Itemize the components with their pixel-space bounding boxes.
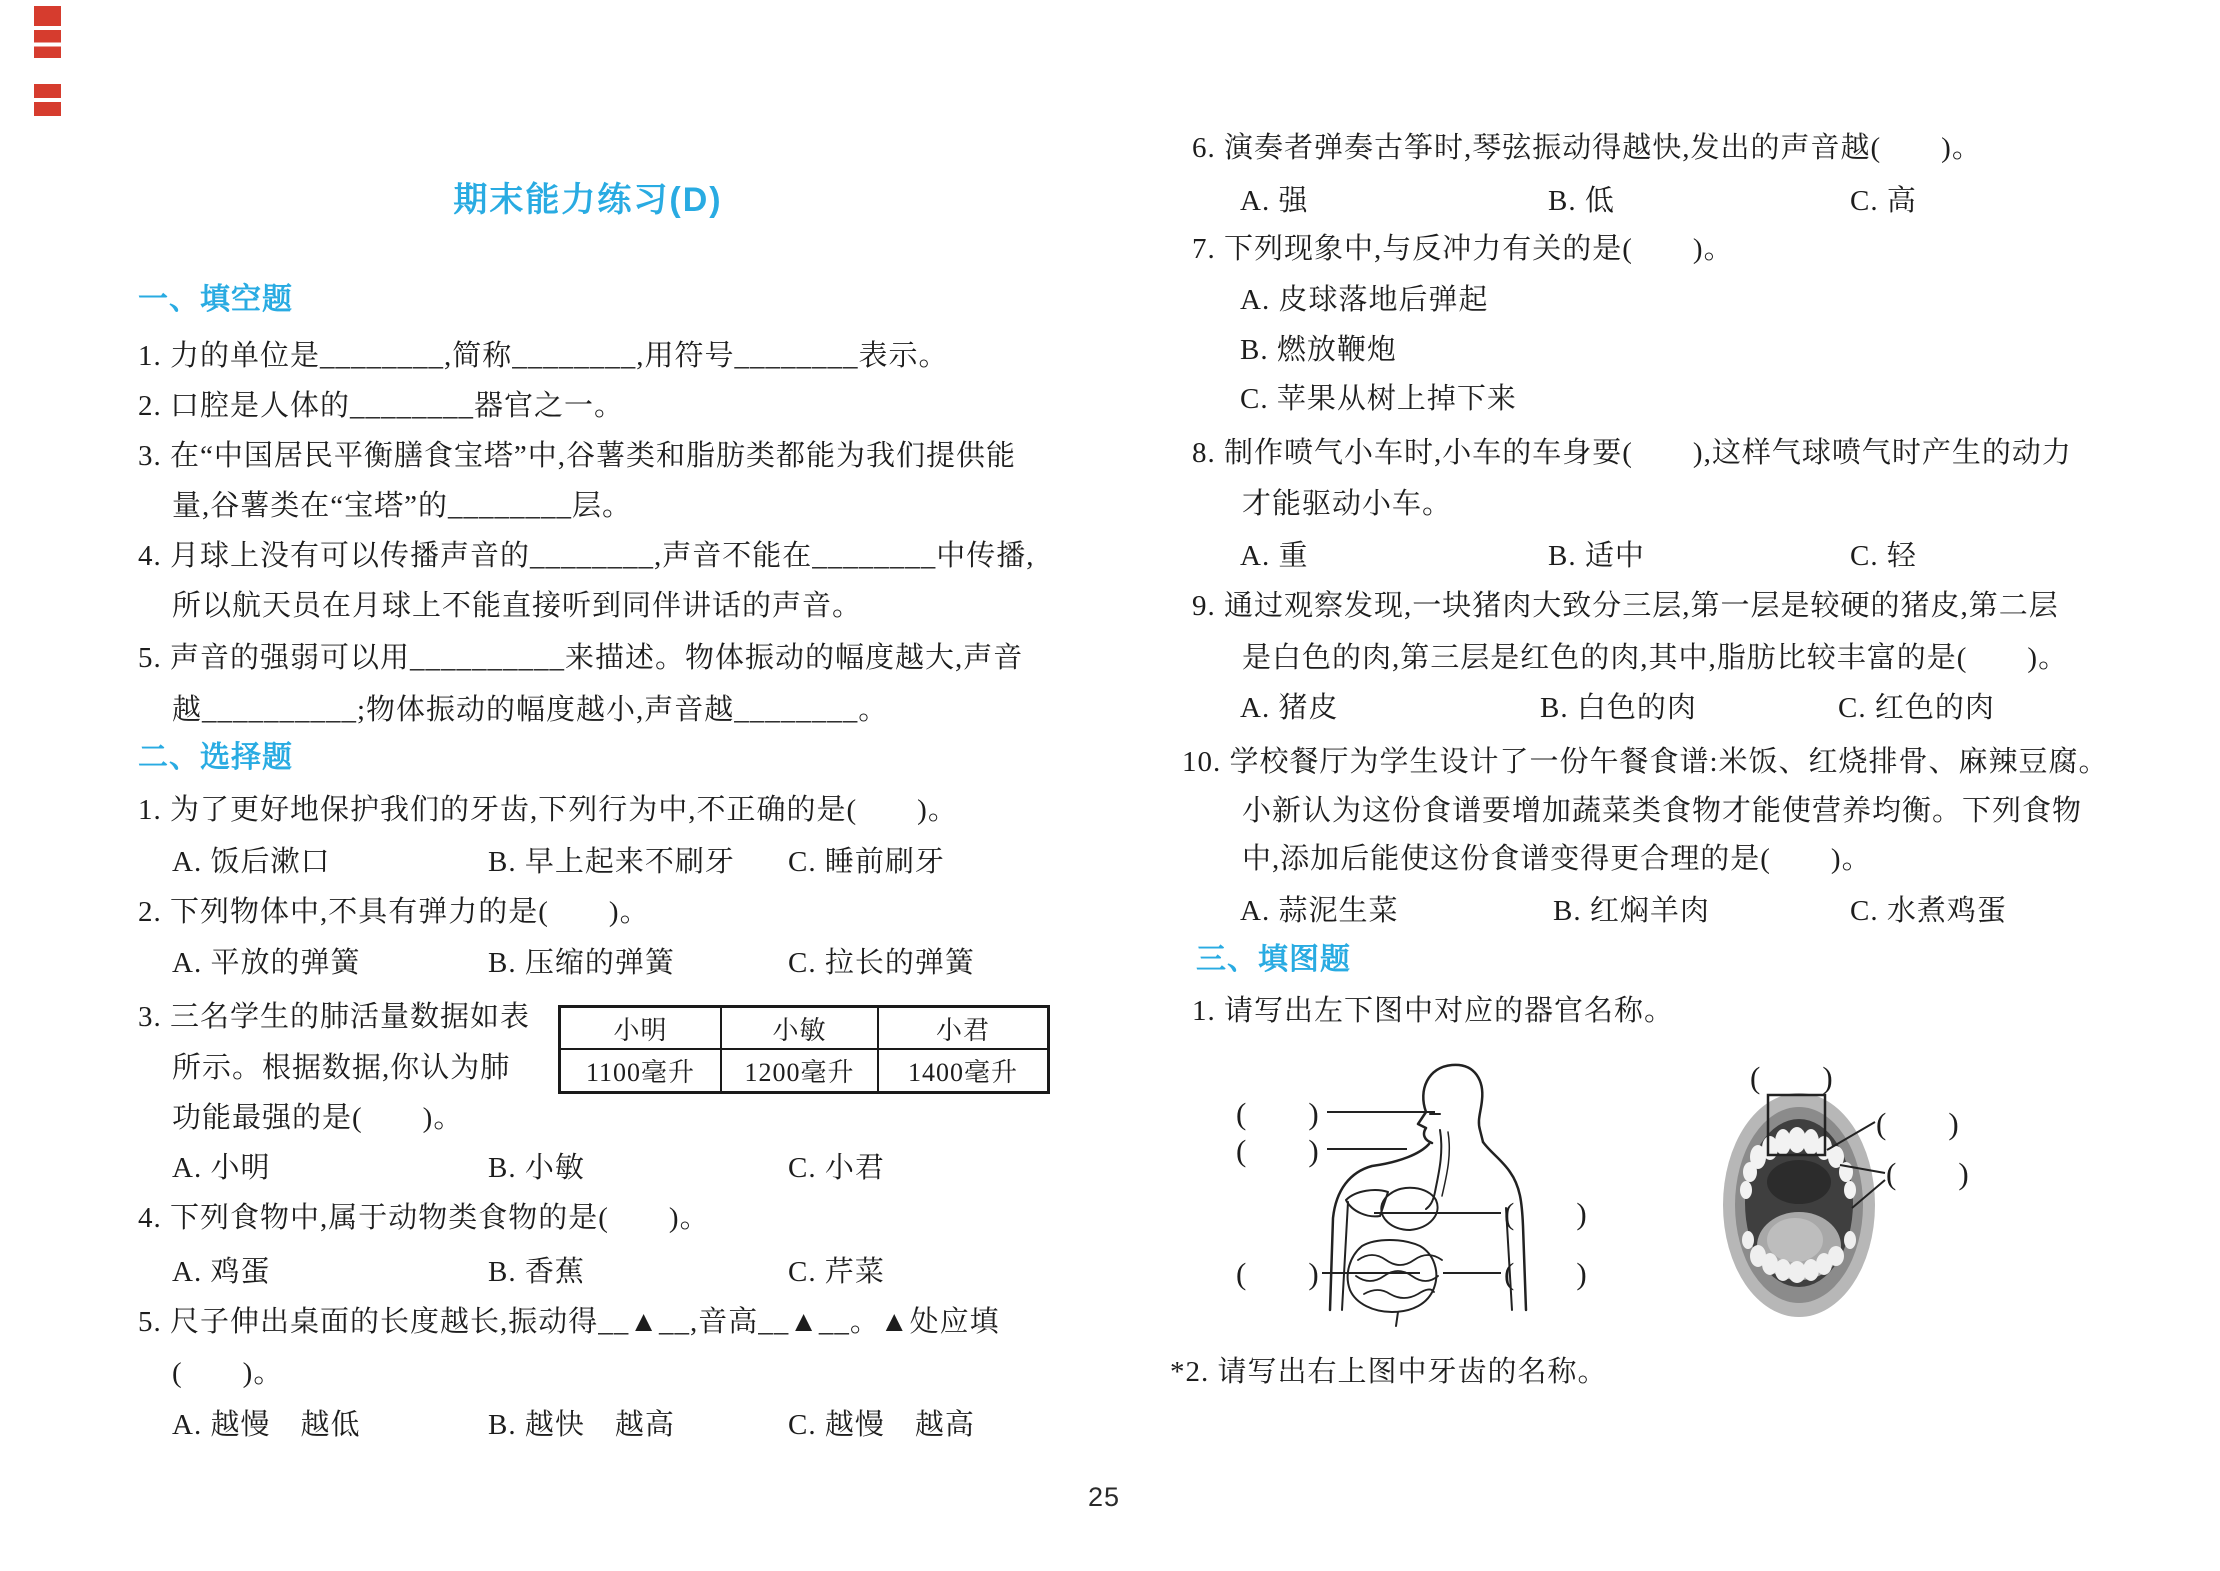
diagram-item-2: *2. 请写出右上图中牙齿的名称。 <box>1170 1356 1608 1388</box>
q6-option-b: B. 低 <box>1548 185 1615 217</box>
q10-option-c: C. 水煮鸡蛋 <box>1850 895 2007 927</box>
q3-option-c: C. 小君 <box>788 1152 885 1184</box>
section-2-heading: 二、选择题 <box>138 741 293 774</box>
q2-option-c: C. 拉长的弹簧 <box>788 947 975 979</box>
lung-capacity-table <box>558 1005 1050 1094</box>
diagram-item-1: 1. 请写出左下图中对应的器官名称。 <box>1192 995 1675 1027</box>
q2-option-a: A. 平放的弹簧 <box>172 947 361 979</box>
q3-option-b: B. 小敏 <box>488 1152 585 1184</box>
q2-stem: 2. 下列物体中,不具有弹力的是( )。 <box>138 896 650 928</box>
q5-stem-line-2: ( )。 <box>172 1357 284 1389</box>
table-header-cell: 小敏 <box>721 1007 878 1050</box>
q4-option-b: B. 香蕉 <box>488 1256 585 1288</box>
table-header-cell: 小君 <box>878 1007 1049 1050</box>
q9-option-a: A. 猪皮 <box>1240 692 1339 724</box>
section-3-heading: 三、填图题 <box>1196 943 1351 976</box>
q7-option-b: B. 燃放鞭炮 <box>1240 334 1397 366</box>
q1-stem: 1. 为了更好地保护我们的牙齿,下列行为中,不正确的是( )。 <box>138 794 958 826</box>
q4-option-a: A. 鸡蛋 <box>172 1256 271 1288</box>
organ-blank-esophagus: ( ) <box>1236 1133 1319 1168</box>
q8-option-c: C. 轻 <box>1850 540 1917 572</box>
face-profile <box>1418 1112 1432 1143</box>
q3-stem-line-1: 3. 三名学生的肺活量数据如表 <box>138 1001 531 1033</box>
q6-stem: 6. 演奏者弹奏古筝时,琴弦振动得越快,发出的声音越( )。 <box>1192 132 1982 164</box>
red-stamp-mark <box>34 84 61 116</box>
stomach <box>1381 1188 1437 1230</box>
table-value-row <box>560 1049 1049 1093</box>
q5-option-c: C. 越慢 越高 <box>788 1409 975 1441</box>
fill-item-2: 2. 口腔是人体的________器官之一。 <box>138 390 625 422</box>
q1-option-c: C. 睡前刷牙 <box>788 846 945 878</box>
q5-option-a: A. 越慢 越低 <box>172 1409 361 1441</box>
q4-option-c: C. 芹菜 <box>788 1256 885 1288</box>
q8-option-b: B. 适中 <box>1548 540 1645 572</box>
organ-blank-mouth: ( ) <box>1236 1096 1319 1131</box>
esophagus-2 <box>1442 1132 1449 1196</box>
q3-stem-line-3: 功能最强的是( )。 <box>172 1102 464 1134</box>
fill-item-4-line-2: 所以航天员在月球上不能直接听到同伴讲话的声音。 <box>172 590 863 622</box>
fill-item-3-line-1: 3. 在“中国居民平衡膳食宝塔”中,谷薯类和脂肪类都能为我们提供能 <box>138 440 1016 472</box>
q5-option-b: B. 越快 越高 <box>488 1409 675 1441</box>
q7-stem: 7. 下列现象中,与反冲力有关的是( )。 <box>1192 233 1734 265</box>
q9-stem-line-2: 是白色的肉,第三层是红色的肉,其中,脂肪比较丰富的是( )。 <box>1242 642 2069 674</box>
q9-option-c: C. 红色的肉 <box>1838 692 1995 724</box>
palate-shadow <box>1767 1160 1831 1204</box>
page-number: 25 <box>1088 1482 1121 1512</box>
table-value-cell: 1200毫升 <box>721 1049 878 1093</box>
organ-blank-intestine-right: ( ) <box>1504 1256 1587 1291</box>
fill-item-5-line-1: 5. 声音的强弱可以用__________来描述。物体振动的幅度越大,声音 <box>138 642 1024 674</box>
q10-stem-line-1: 10. 学校餐厅为学生设计了一份午餐食谱:米饭、红烧排骨、麻辣豆腐。 <box>1182 746 2109 778</box>
tooth-blank-incisor: ( ) <box>1750 1060 1833 1095</box>
q8-option-a: A. 重 <box>1240 540 1309 572</box>
table-header-cell: 小明 <box>560 1007 722 1050</box>
fill-item-5-line-2: 越__________;物体振动的幅度越小,声音越________。 <box>172 694 889 726</box>
q10-stem-line-3: 中,添加后能使这份食谱变得更合理的是( )。 <box>1242 843 1872 875</box>
q3-stem-line-2: 所示。根据数据,你认为肺 <box>172 1052 511 1084</box>
q6-option-a: A. 强 <box>1240 185 1309 217</box>
tongue-highlight <box>1767 1218 1823 1262</box>
fill-item-4-line-1: 4. 月球上没有可以传播声音的________,声音不能在________中传播, <box>138 540 1035 572</box>
organ-blank-stomach: ( ) <box>1504 1196 1587 1231</box>
left-arm-line <box>1342 1202 1348 1310</box>
q8-stem-line-1: 8. 制作喷气小车时,小车的车身要( ),这样气球喷气时产生的动力 <box>1192 437 2072 469</box>
tooth-blank-canine: ( ) <box>1876 1106 1959 1141</box>
q10-stem-line-2: 小新认为这份食谱要增加蔬菜类食物才能使营养均衡。下列食物 <box>1242 795 2083 827</box>
section-1-heading: 一、填空题 <box>138 283 293 316</box>
q3-option-a: A. 小明 <box>172 1152 271 1184</box>
appendix-line <box>1396 1312 1398 1326</box>
head-outline <box>1423 1065 1483 1142</box>
tooth-blank-molar: ( ) <box>1886 1156 1969 1191</box>
q5-stem-line-1: 5. 尺子伸出桌面的长度越长,振动得__▲__,音高__▲__。▲处应填 <box>138 1306 1000 1338</box>
table-value-cell: 1400毫升 <box>878 1049 1049 1093</box>
q10-option-b: B. 红焖羊肉 <box>1553 895 1710 927</box>
organ-blank-intestine-left: ( ) <box>1236 1256 1319 1291</box>
label-lines <box>1322 1112 1501 1273</box>
q1-option-a: A. 饭后漱口 <box>172 846 331 878</box>
fill-item-1: 1. 力的单位是________,简称________,用符号________表示。 <box>138 340 949 372</box>
q9-stem-line-1: 9. 通过观察发现,一块猪肉大致分三层,第一层是较硬的猪皮,第二层 <box>1192 590 2059 622</box>
intestines-outline <box>1348 1240 1437 1312</box>
left-shoulder-torso <box>1330 1144 1429 1310</box>
q7-option-a: A. 皮球落地后弹起 <box>1240 284 1489 316</box>
q8-stem-line-2: 才能驱动小车。 <box>1242 488 1453 520</box>
fill-item-3-line-2: 量,谷薯类在“宝塔”的________层。 <box>172 490 632 522</box>
table-header-row <box>560 1007 1049 1050</box>
q2-option-b: B. 压缩的弹簧 <box>488 947 675 979</box>
q6-option-c: C. 高 <box>1850 185 1917 217</box>
q1-option-b: B. 早上起来不刷牙 <box>488 846 735 878</box>
red-stamp-mark <box>34 6 61 58</box>
q9-option-b: B. 白色的肉 <box>1540 692 1697 724</box>
page-title: 期末能力练习(D) <box>453 181 723 219</box>
q4-stem: 4. 下列食物中,属于动物类食物的是( )。 <box>138 1202 710 1234</box>
table-value-cell: 1100毫升 <box>560 1049 722 1093</box>
q10-option-a: A. 蒜泥生菜 <box>1240 895 1399 927</box>
q7-option-c: C. 苹果从树上掉下来 <box>1240 383 1517 415</box>
intestines-squiggles <box>1356 1255 1442 1298</box>
